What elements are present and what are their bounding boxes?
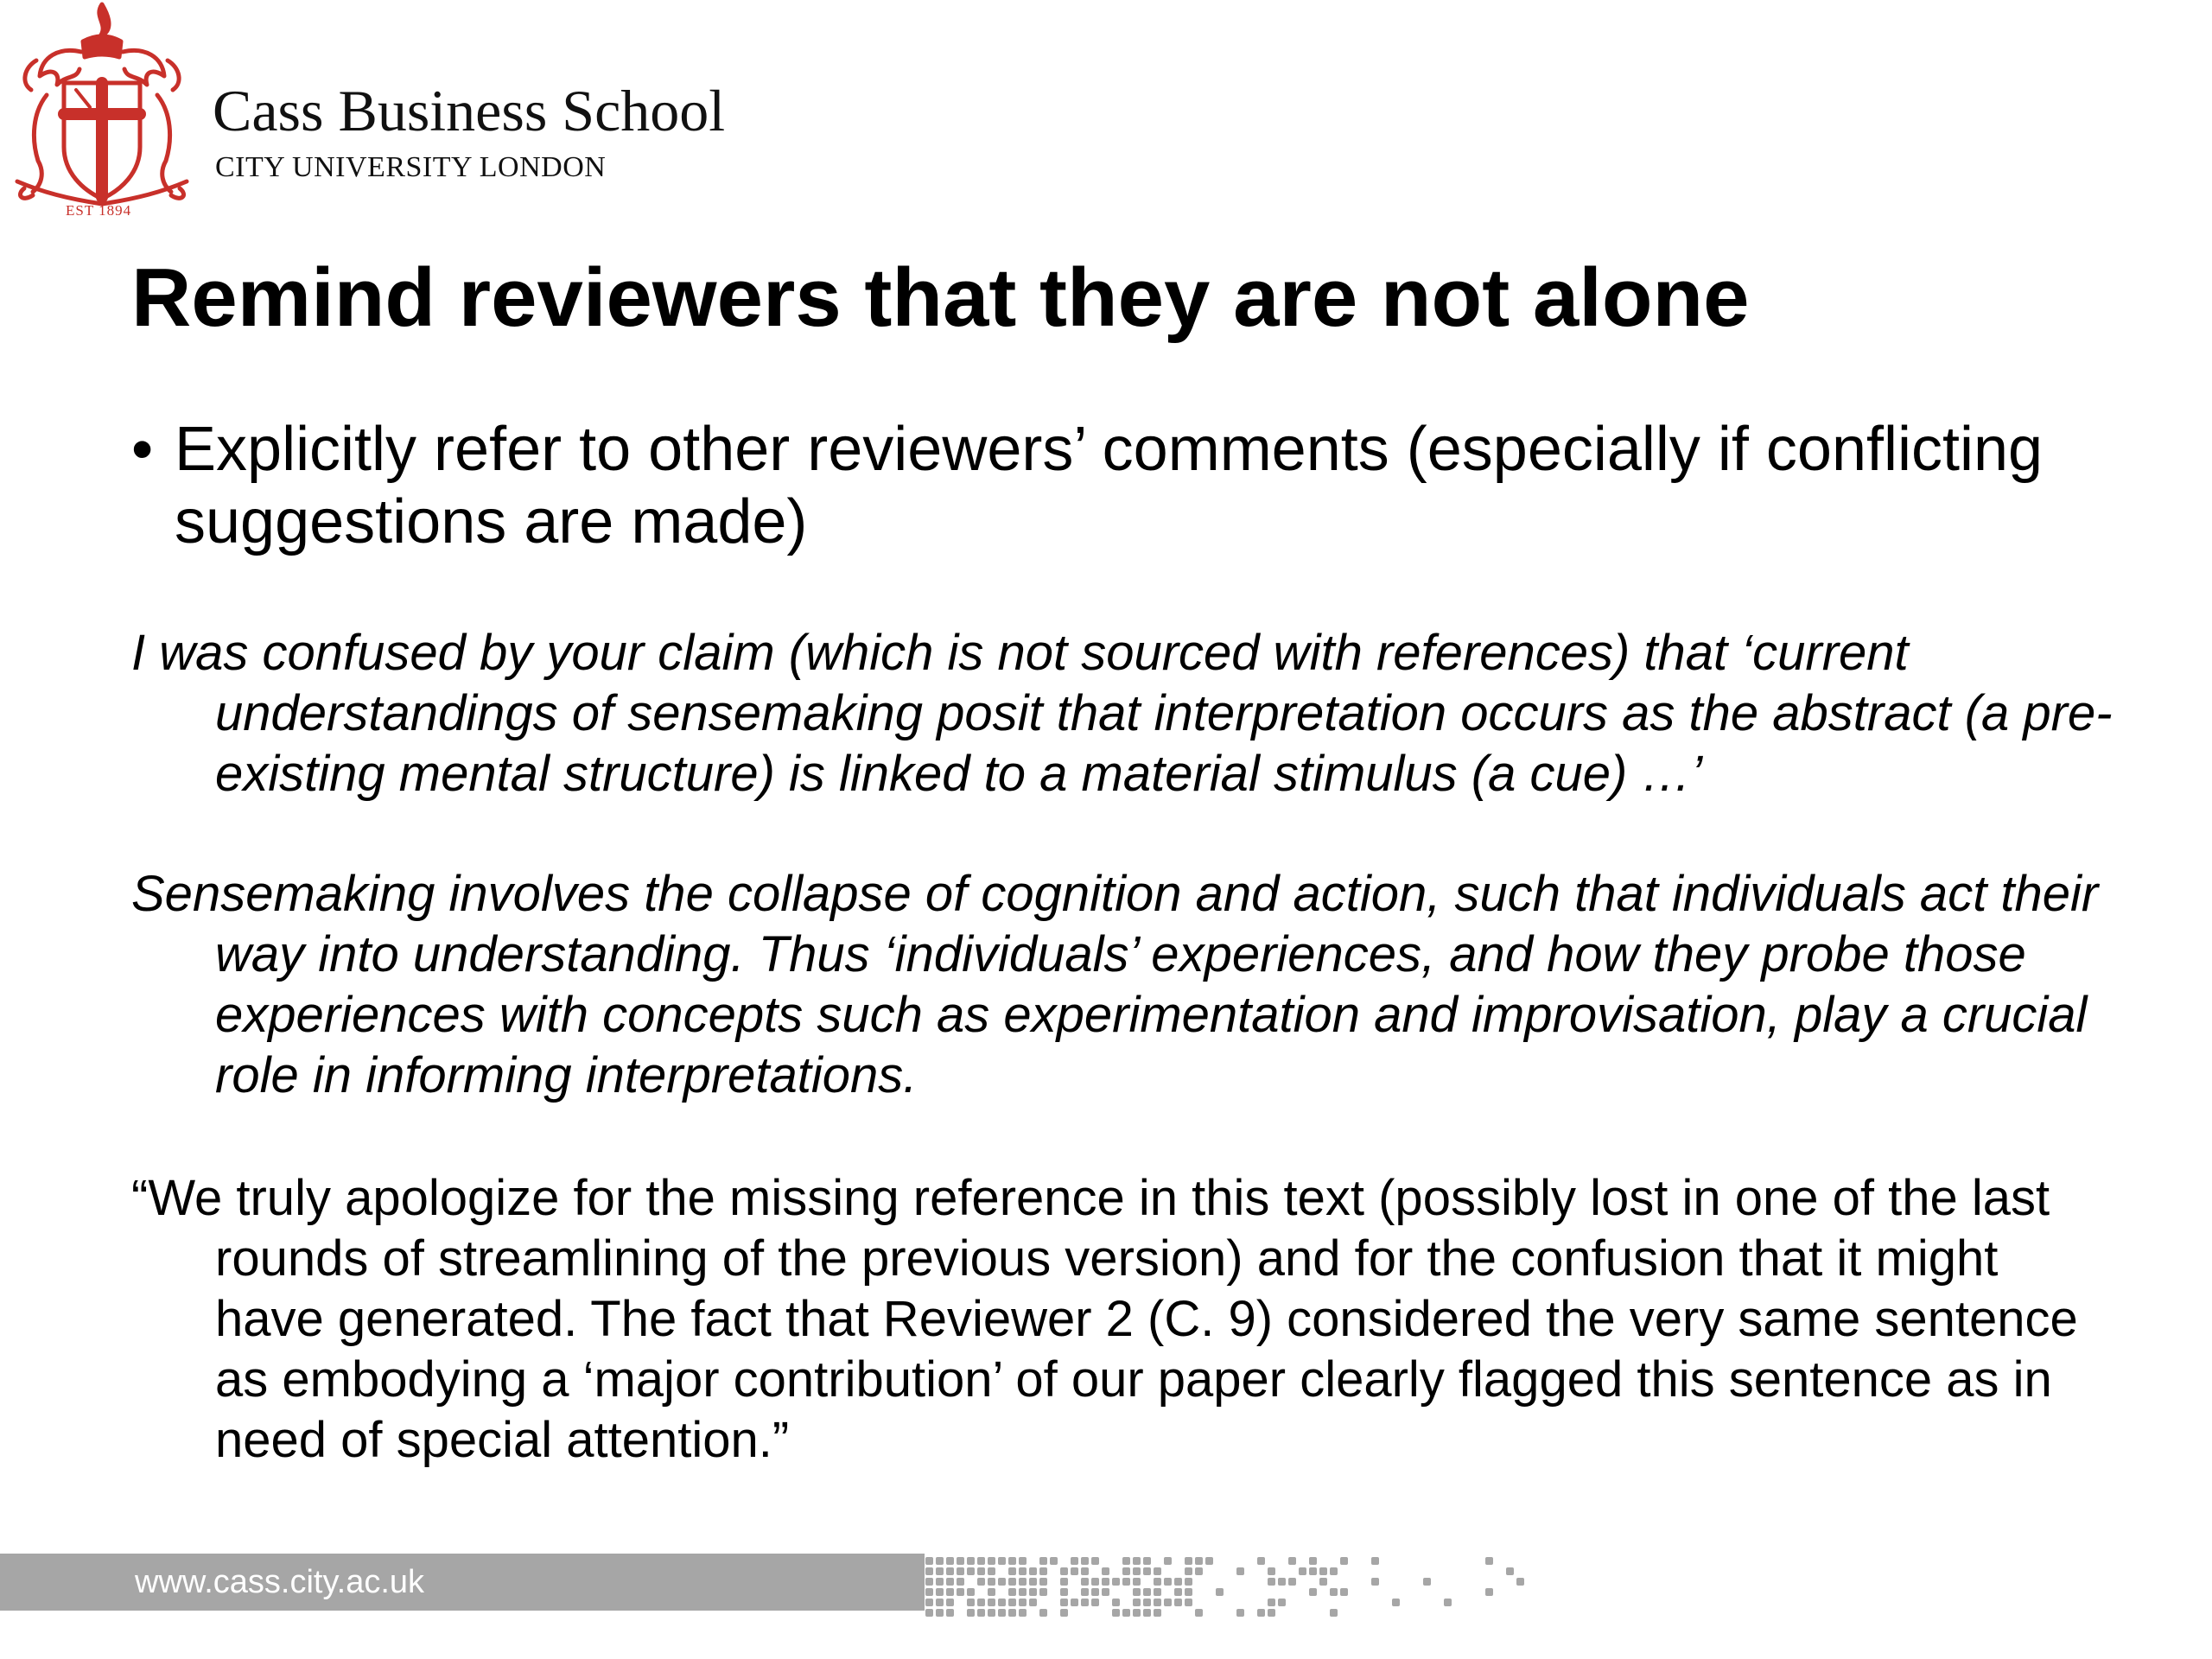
brand-subtitle: CITY UNIVERSITY LONDON [215, 151, 607, 183]
cass-crest-logo [7, 0, 197, 223]
bullet-marker: • [131, 415, 154, 484]
established-year: EST 1894 [66, 202, 132, 219]
reviewer-quote-1: I was confused by your claim (which is not sourced with references) that ‘current understandings of sensemaking posit that interpretation occurs as the abstract (a pre-existing mental structure) is linked to a material stimulus (a cue) …’ [131, 625, 2113, 802]
footer-pixel-pattern [925, 1554, 1529, 1623]
bullet-text: Explicitly refer to other reviewers’ comments (especially if conflicting suggestions are made) [175, 415, 2044, 556]
brand-name: Cass Business School [213, 78, 726, 143]
bullet-item [131, 413, 2119, 558]
reviewer-quote-2: Sensemaking involves the collapse of cognition and action, such that individuals act their way into understanding. Thus ‘individuals’ experiences, and how they probe those experiences with concepts such as experimentation and improvisation, play a crucial role in informing interpretations. [131, 866, 2099, 1103]
footer-url: www.cass.city.ac.uk [135, 1564, 425, 1600]
slide-title: Remind reviewers that they are not alone [131, 251, 1750, 344]
author-response: “We truly apologize for the missing reference in this text (possibly lost in one of the last rounds of streamlining of the previous version) and for the confusion that it might have generated. The fact that Reviewer 2 (C. 9) considered the very same sentence as embodying a ‘major contribution’ of our paper clearly flagged this sentence as in need of special attention.” [131, 1170, 2078, 1468]
